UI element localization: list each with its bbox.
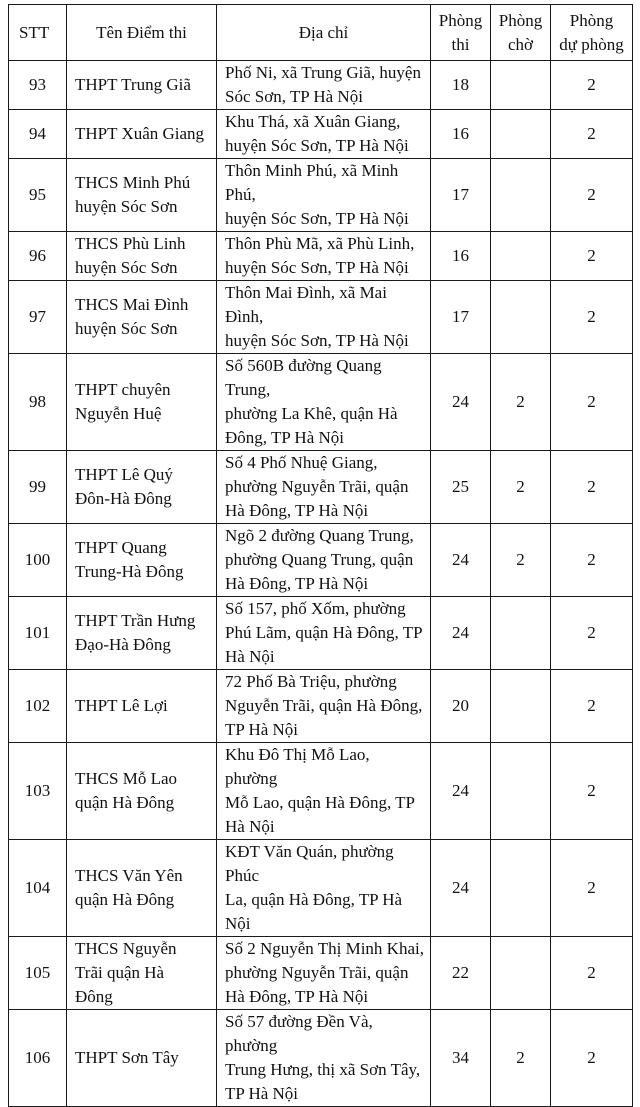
cell-exam-rooms: 22 [431,937,491,1010]
cell-name [67,232,217,281]
cell-waiting-rooms: 2 [491,354,551,451]
table-row [9,743,633,840]
cell-address-line: Phố Ni, xã Trung Giã, huyện [225,63,421,82]
cell-address-line: Hà Nội [225,817,275,836]
cell-name-line: Đạo-Hà Đông [75,635,171,654]
cell-backup-rooms: 2 [551,281,633,354]
header-address: Địa chỉ [217,5,431,61]
table-row [9,159,633,232]
cell-name-line: THPT Trung Giã [75,75,191,94]
cell-address-line: huyện Sóc Sơn, TP Hà Nội [225,331,409,350]
cell-address [217,524,431,597]
cell-name [67,61,217,110]
cell-name [67,159,217,232]
header-exam-rooms-line-1: Phòng [438,10,483,30]
table-row [9,354,633,451]
cell-name [67,524,217,597]
cell-name-line: huyện Sóc Sơn [75,258,178,277]
cell-backup-rooms: 2 [551,524,633,597]
cell-address [217,159,431,232]
cell-name-line: Trung-Hà Đông [75,562,184,581]
cell-address-line: Khu Đô Thị Mỗ Lao, phường [225,745,370,788]
cell-address-line: Ngõ 2 đường Quang Trung, [225,526,414,545]
cell-backup-rooms: 2 [551,670,633,743]
cell-waiting-rooms: 2 [491,1010,551,1107]
cell-exam-rooms: 24 [431,743,491,840]
cell-exam-rooms: 24 [431,354,491,451]
cell-name-line: THPT Xuân Giang [75,124,205,143]
cell-stt: 103 [9,743,67,840]
cell-address-line: Số 560B đường Quang Trung, [225,356,382,399]
cell-waiting-rooms [491,597,551,670]
cell-address [217,232,431,281]
cell-backup-rooms: 2 [551,1010,633,1107]
header-stt: STT [9,5,67,61]
cell-waiting-rooms: 2 [491,524,551,597]
cell-waiting-rooms [491,232,551,281]
header-exam-rooms-line-2: thi [451,34,470,54]
header-backup-rooms [551,5,633,61]
cell-address [217,61,431,110]
cell-name [67,597,217,670]
cell-stt: 106 [9,1010,67,1107]
cell-name-line: huyện Sóc Sơn [75,319,178,338]
table-row [9,281,633,354]
table-row [9,1010,633,1107]
cell-backup-rooms: 2 [551,451,633,524]
cell-stt: 100 [9,524,67,597]
cell-exam-rooms: 18 [431,61,491,110]
cell-exam-rooms: 20 [431,670,491,743]
cell-stt: 96 [9,232,67,281]
cell-address [217,110,431,159]
cell-name [67,937,217,1010]
cell-address-line: Hà Đông, TP Hà Nội [225,987,369,1006]
table-row [9,61,633,110]
cell-address-line: TP Hà Nội [225,1084,299,1103]
cell-exam-rooms: 25 [431,451,491,524]
cell-stt: 99 [9,451,67,524]
table-row [9,232,633,281]
cell-waiting-rooms [491,840,551,937]
cell-address-line: Trung Hưng, thị xã Sơn Tây, [225,1060,421,1079]
cell-name [67,743,217,840]
cell-waiting-rooms [491,110,551,159]
cell-name [67,451,217,524]
cell-exam-rooms: 17 [431,281,491,354]
cell-stt: 105 [9,937,67,1010]
cell-backup-rooms: 2 [551,61,633,110]
cell-name-line: Trãi quận Hà [75,963,165,982]
cell-name [67,110,217,159]
header-exam-rooms [431,5,491,61]
header-name: Tên Điểm thi [67,5,217,61]
cell-address-line: La, quận Hà Đông, TP Hà Nội [225,890,403,933]
cell-exam-rooms: 24 [431,840,491,937]
cell-name-line: Đông [75,987,113,1006]
table-row [9,451,633,524]
cell-address-line: Số 157, phố Xốm, phường [225,599,406,618]
cell-name-line: THCS Văn Yên [75,866,183,885]
cell-name [67,354,217,451]
cell-address [217,840,431,937]
cell-address-line: Số 57 đường Đền Và, phường [225,1012,373,1055]
table-row [9,840,633,937]
cell-stt: 101 [9,597,67,670]
cell-address-line: phường Nguyễn Trãi, quận [225,477,409,496]
cell-address-line: Nguyễn Trãi, quận Hà Đông, [225,696,423,715]
cell-address-line: Phú Lãm, quận Hà Đông, TP [225,623,423,642]
cell-address [217,597,431,670]
header-waiting-rooms-line-1: Phòng [498,10,543,30]
cell-address [217,743,431,840]
table-row [9,670,633,743]
cell-stt: 95 [9,159,67,232]
cell-name-line: THCS Nguyễn [75,939,177,958]
cell-waiting-rooms [491,743,551,840]
cell-name-line: THPT Trần Hưng [75,611,196,630]
cell-address-line: Thôn Mai Đình, xã Mai Đình, [225,283,387,326]
cell-name-line: THPT Lê Quý [75,465,173,484]
cell-name [67,1010,217,1107]
cell-address-line: huyện Sóc Sơn, TP Hà Nội [225,209,409,228]
table-row [9,597,633,670]
cell-backup-rooms: 2 [551,159,633,232]
cell-address [217,670,431,743]
cell-name-line: THPT Lê Lợi [75,696,168,715]
cell-exam-rooms: 16 [431,232,491,281]
table-row [9,937,633,1010]
cell-address-line: Hà Đông, TP Hà Nội [225,501,369,520]
cell-backup-rooms: 2 [551,937,633,1010]
cell-address-line: Số 4 Phố Nhuệ Giang, [225,453,378,472]
cell-backup-rooms: 2 [551,232,633,281]
cell-address-line: Mỗ Lao, quận Hà Đông, TP [225,793,415,812]
cell-address-line: Số 2 Nguyễn Thị Minh Khai, [225,939,424,958]
cell-address-line: KĐT Văn Quán, phường Phúc [225,842,394,885]
cell-address-line: Hà Đông, TP Hà Nội [225,574,369,593]
cell-name-line: huyện Sóc Sơn [75,197,178,216]
cell-exam-rooms: 17 [431,159,491,232]
cell-backup-rooms: 2 [551,354,633,451]
cell-waiting-rooms [491,61,551,110]
cell-name-line: Đôn-Hà Đông [75,489,172,508]
cell-address-line: Khu Thá, xã Xuân Giang, [225,112,401,131]
cell-address-line: huyện Sóc Sơn, TP Hà Nội [225,136,409,155]
cell-name-line: THCS Mai Đình [75,295,189,314]
cell-address-line: huyện Sóc Sơn, TP Hà Nội [225,258,409,277]
table-header-row [9,5,633,61]
cell-address [217,937,431,1010]
header-backup-rooms-line-1: Phòng [569,10,614,30]
cell-name-line: THPT Sơn Tây [75,1048,179,1067]
cell-name-line: THPT Quang [75,538,167,557]
cell-stt: 97 [9,281,67,354]
cell-address-line: phường La Khê, quận Hà [225,404,398,423]
cell-waiting-rooms [491,281,551,354]
cell-address [217,354,431,451]
cell-waiting-rooms [491,670,551,743]
cell-exam-rooms: 34 [431,1010,491,1107]
header-backup-rooms-line-2: dự phòng [559,34,624,54]
cell-address [217,1010,431,1107]
cell-name-line: quận Hà Đông [75,793,175,812]
cell-stt: 93 [9,61,67,110]
cell-address-line: Thôn Phù Mã, xã Phù Linh, [225,234,415,253]
cell-name [67,840,217,937]
cell-waiting-rooms [491,159,551,232]
cell-waiting-rooms: 2 [491,451,551,524]
cell-address-line: Đông, TP Hà Nội [225,428,344,447]
cell-name-line: THCS Phù Linh [75,234,186,253]
cell-stt: 102 [9,670,67,743]
cell-exam-rooms: 16 [431,110,491,159]
cell-address-line: Hà Nội [225,647,275,666]
cell-backup-rooms: 2 [551,743,633,840]
table-row [9,524,633,597]
cell-stt: 104 [9,840,67,937]
cell-waiting-rooms [491,937,551,1010]
cell-exam-rooms: 24 [431,597,491,670]
cell-address-line: Thôn Minh Phú, xã Minh Phú, [225,161,399,204]
cell-address-line: Sóc Sơn, TP Hà Nội [225,87,363,106]
cell-backup-rooms: 2 [551,597,633,670]
cell-address [217,281,431,354]
header-waiting-rooms-line-2: chờ [507,34,534,54]
cell-name-line: THCS Mỗ Lao [75,769,177,788]
cell-backup-rooms: 2 [551,110,633,159]
cell-address-line: TP Hà Nội [225,720,299,739]
exam-sites-table [8,4,633,1107]
cell-backup-rooms: 2 [551,840,633,937]
cell-name-line: Nguyễn Huệ [75,404,162,423]
cell-stt: 98 [9,354,67,451]
cell-name [67,281,217,354]
cell-address-line: phường Nguyễn Trãi, quận [225,963,409,982]
cell-address [217,451,431,524]
cell-stt: 94 [9,110,67,159]
cell-name-line: quận Hà Đông [75,890,175,909]
cell-address-line: phường Quang Trung, quận [225,550,414,569]
cell-name-line: THCS Minh Phú [75,173,191,192]
header-waiting-rooms [491,5,551,61]
table-row [9,110,633,159]
cell-name [67,670,217,743]
cell-address-line: 72 Phố Bà Triệu, phường [225,672,397,691]
cell-exam-rooms: 24 [431,524,491,597]
cell-name-line: THPT chuyên [75,380,171,399]
